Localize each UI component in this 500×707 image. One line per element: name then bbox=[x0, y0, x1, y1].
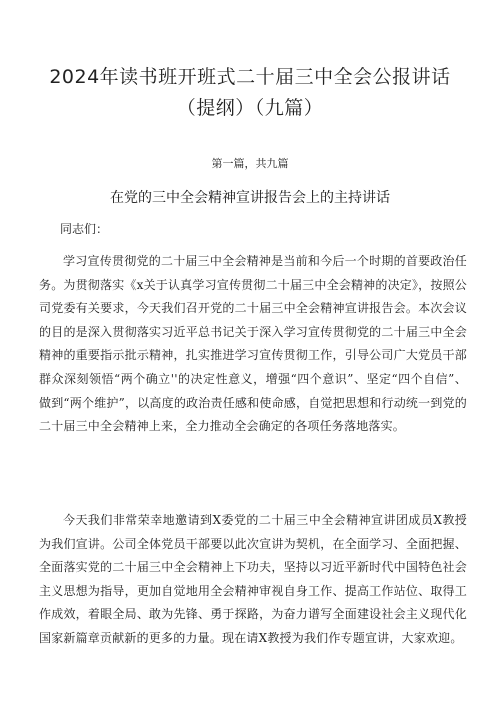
speech-title: 在党的三中全会精神宣讲报告会上的主持讲话 bbox=[110, 190, 390, 206]
section-label: 第一篇，共九篇 bbox=[211, 157, 289, 170]
document-title: 2024年读书班开班式二十届三中全会公报讲话（提纲）（九篇） bbox=[49, 66, 451, 119]
paragraph-2: 今天我们非常荣幸地邀请到X委党的二十届三中全会精神宣讲团成员X教授为我们宣讲。公司全体党员干部要以此次宣讲为契机，在全面学习、全面把握、全面落实党的二十届三中全会精神上下功夫，坚持以习近平新时代中国特色社会主义思想为指导，更加自觉地用全会精神审视自身工作、提高工作站位、取得工作成效，着眼全局、敢为先锋、勇于探路，为奋力谱写全面建设社会主义现代化国家新篇章贡献新的更多的力量。现在请X教授为我们作专题宣讲，大家欢迎。 bbox=[39, 513, 467, 645]
greeting: 同志们： bbox=[60, 222, 109, 236]
paragraph-1: 学习宣传贯彻党的二十届三中全会精神是当前和今后一个时期的首要政治任务。为贯彻落实《x关于认真学习宣传贯彻二十届三中全会精神的决定》，按照公司党委有关要求，今天我们召开党的二十届三中全会精神宣讲报告会。本次会议的目的是深入贯彻落实习近平总书记关于深入学习宣传贯彻党的二十届三中全会精神的重要指示批示精神，扎实推进学习宣传贯彻工作，引导公司广大党员干部群众深刻领悟“两个确立''的决定性意义，增强“四个意识”、坚定“四个自信”、做到“两个维护”，以高度的政治责任感和使命感，自觉把思想和行动统一到党的二十届三中全会精神上来，全力推动全会确定的各项任务落地落实。 bbox=[39, 254, 467, 434]
